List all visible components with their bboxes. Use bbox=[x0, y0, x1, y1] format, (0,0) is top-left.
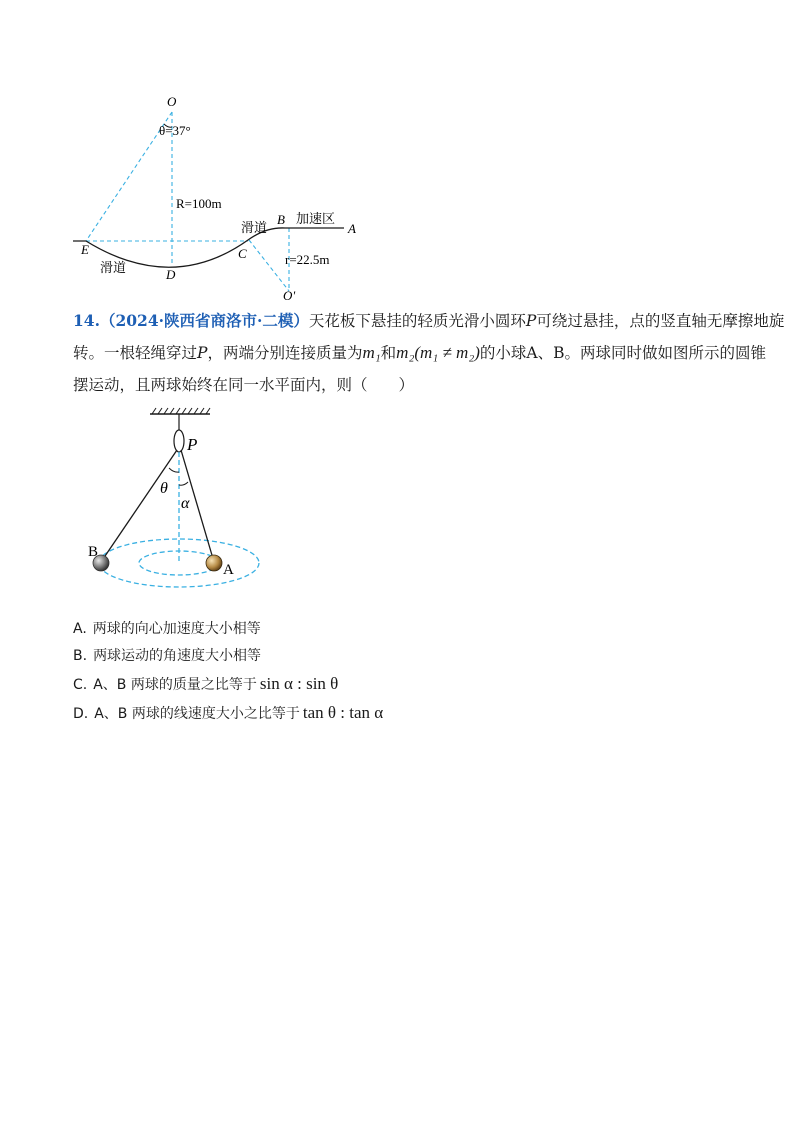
label-P: P bbox=[187, 435, 198, 454]
option-text: 两球的向心加速度大小相等 bbox=[92, 621, 261, 637]
label-E: E bbox=[81, 242, 89, 257]
label-r: r=22.5m bbox=[285, 252, 330, 267]
question-text: 转。一根轻绳穿过 bbox=[73, 344, 198, 362]
option-a[interactable] bbox=[73, 620, 261, 638]
question-source: （2024·陕西省商洛市·二模） bbox=[99, 311, 309, 330]
math-m1: m₁ bbox=[362, 343, 381, 362]
label-accel: 加速区 bbox=[296, 211, 336, 226]
label-O: O bbox=[167, 94, 177, 109]
option-letter: B. bbox=[73, 648, 88, 664]
label-C: C bbox=[238, 246, 247, 261]
string-B bbox=[101, 450, 177, 562]
label-R: R=100m bbox=[176, 196, 222, 211]
label-theta: θ=37° bbox=[159, 123, 191, 138]
question-text: 摆运动，且两球始终在同一水平面内，则（ ） bbox=[73, 376, 415, 394]
option-d[interactable] bbox=[73, 704, 383, 723]
orbit-B bbox=[99, 539, 259, 587]
label-theta: θ bbox=[160, 480, 168, 497]
option-letter: A. bbox=[73, 621, 87, 637]
option-b[interactable] bbox=[73, 647, 261, 665]
question-line-1 bbox=[73, 311, 784, 331]
option-text: A、B 两球的质量之比等于 bbox=[93, 677, 257, 693]
label-ball-A: A bbox=[223, 562, 234, 578]
radius-CO2 bbox=[249, 240, 289, 291]
label-D: D bbox=[166, 267, 176, 282]
ring-P bbox=[174, 430, 184, 452]
label-slide-2: 滑道 bbox=[241, 220, 268, 235]
math-m2: m₂ bbox=[396, 343, 415, 362]
question-line-3 bbox=[73, 375, 414, 395]
question-number: 14. bbox=[73, 311, 100, 330]
option-math: sin α : sin θ bbox=[259, 674, 339, 693]
ball-A bbox=[206, 555, 222, 571]
option-text: 两球运动的角速度大小相等 bbox=[93, 648, 262, 664]
question-text: 天花板下悬挂的轻质光滑小圆环 bbox=[308, 312, 526, 330]
label-O-prime: O' bbox=[283, 288, 296, 303]
alpha-arc bbox=[179, 482, 188, 485]
question-var-P: P bbox=[197, 344, 208, 362]
label-A: A bbox=[348, 221, 356, 236]
label-B: B bbox=[277, 212, 285, 227]
label-alpha: α bbox=[181, 495, 190, 512]
label-ball-B: B bbox=[88, 544, 99, 560]
pendulum-figure bbox=[88, 400, 268, 590]
option-c[interactable] bbox=[73, 675, 338, 694]
question-text: 的小球A、B。两球同时做如图所示的圆锥 bbox=[479, 344, 766, 362]
question-text: 和 bbox=[380, 344, 397, 362]
question-text: ，两端分别连接质量为 bbox=[207, 344, 363, 362]
option-math: tan θ : tan α bbox=[302, 703, 384, 722]
option-text: A、B 两球的线速度大小之比等于 bbox=[94, 706, 300, 722]
math-condition: (m₁ ≠ m₂) bbox=[414, 343, 480, 362]
question-text: 可绕过悬挂，点的竖直轴无摩擦地旋 bbox=[536, 312, 785, 330]
question-line-2 bbox=[73, 343, 766, 363]
label-slide-1: 滑道 bbox=[100, 260, 127, 275]
option-letter: D. bbox=[73, 706, 89, 722]
option-letter: C. bbox=[73, 677, 88, 693]
ceiling-hatch bbox=[152, 408, 210, 414]
theta-arc bbox=[169, 468, 179, 472]
question-var-P: P bbox=[525, 312, 537, 330]
track-figure bbox=[60, 88, 360, 303]
